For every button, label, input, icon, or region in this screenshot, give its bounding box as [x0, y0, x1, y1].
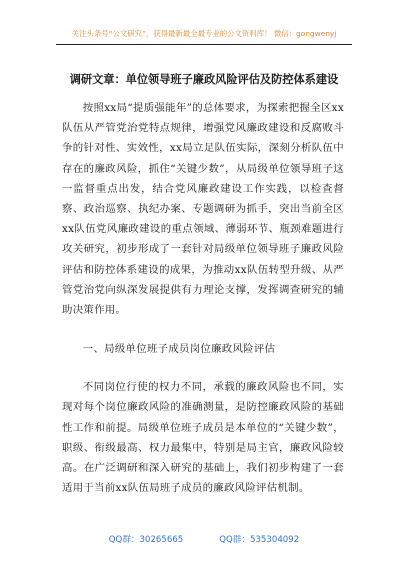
footer-qq-group-2: QQ群：535304092 — [219, 535, 300, 545]
header-divider — [56, 44, 352, 45]
body-paragraph-section-1: 不同岗位行使的权力不同，承载的廉政风险也不同，实现对每个岗位廉政风险的准确测量，是防控廉政风险的基础性工作和前提。局级单位班子成员是本单位的“关键少数”，职级、衔级最高、权力最集中，特别是局主官，廉政风险较高。在广泛调研和深入研究的基础上，我们初步构建了一套适用于当前xx队伍局班子成员的廉政风险评估机制。 — [62, 381, 344, 495]
footer-qq-group-1: QQ群：30265665 — [108, 535, 184, 545]
footer-contact — [0, 533, 408, 545]
section-heading-1: 一、局级单位班子成员岗位廉政风险评估 — [82, 343, 276, 356]
document-title: 调研文章：单位领导班子廉政风险评估及防控体系建设 — [69, 73, 339, 86]
document-body — [62, 98, 344, 498]
header-promo-note: 关注头条号“公文研究”，获得最新最全最专业的公文资料库！ 微信：gongwenyj — [71, 29, 337, 38]
body-paragraph-intro: 按照xx局“提质强能年”的总体要求，为探索把握全区xx队伍从严管党治党特点规律，增强党风廉政建设和反腐败斗争的针对性、实效性，xx局立足队伍实际，深刻分析队伍中存在的廉政风险，抓住“关键少数”，从局级单位领导班子这一监督重点出发，结合党风廉政建设工作实践，以检查督察、政治巡察、执纪办案、专题调研为抓手，突出当前全区xx队伍党风廉政建设的重点领域、薄弱环节、瓶颈难题进行攻关研究，初步形成了一套针对局级单位领导班子廉政风险评估和防控体系建设的成果，为推动xx队伍转型升级、从严管党治党向纵深发展提供有力理论支撑，发挥调查研究的辅助决策作用。 — [62, 102, 344, 317]
